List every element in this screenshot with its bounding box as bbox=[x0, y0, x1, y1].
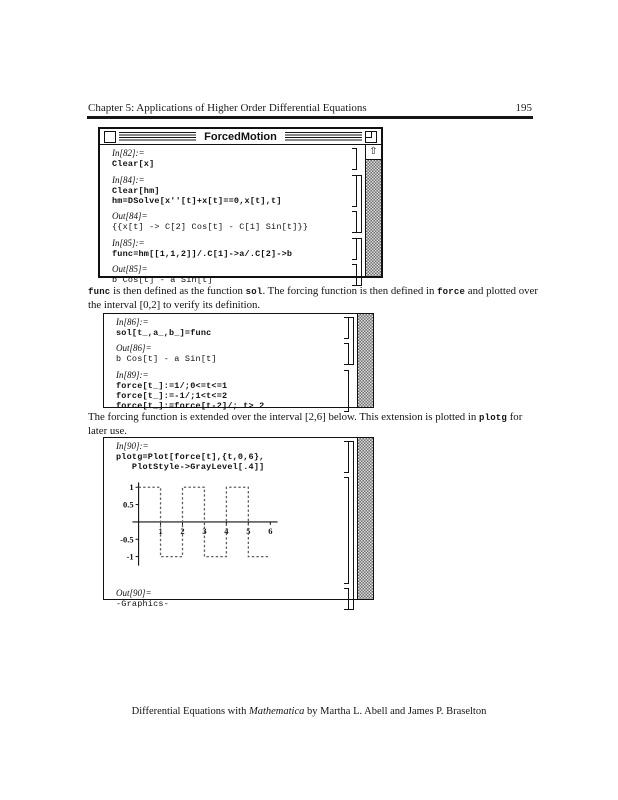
cell-in90[interactable] bbox=[104, 439, 349, 475]
cell-group bbox=[100, 146, 365, 172]
paragraph-text: and plotted over the interval [0,2] to verify its definition. bbox=[88, 285, 538, 311]
output-line: b Cos[t] - a Sin[t] bbox=[116, 354, 217, 364]
titlebar-stripes bbox=[119, 132, 196, 141]
cell-plot-output bbox=[104, 475, 349, 586]
output-line: b Cos[t] - a Sin[t] bbox=[112, 275, 213, 285]
cell-out90[interactable] bbox=[104, 586, 349, 612]
paragraph-text: is then defined as the function bbox=[110, 285, 246, 297]
paragraph-text: for later use. bbox=[88, 411, 523, 437]
close-box-icon[interactable] bbox=[104, 131, 116, 143]
cell-label: In[90]:= bbox=[116, 441, 149, 451]
notebook-cells bbox=[100, 145, 365, 285]
header-rule bbox=[87, 116, 533, 119]
cell-label: In[86]:= bbox=[116, 317, 149, 327]
paragraph-text: . The forcing function is then defined in bbox=[262, 285, 438, 297]
chapter-title: Chapter 5: Applications of Higher Order Differential Equations bbox=[88, 102, 367, 114]
footer-text: Differential Equations with bbox=[131, 706, 249, 717]
cell-label: In[89]:= bbox=[116, 370, 149, 380]
cell-group bbox=[104, 315, 357, 367]
svg-text:-0.5: -0.5 bbox=[120, 534, 134, 545]
cell-group bbox=[100, 173, 365, 235]
cell-label: Out[84]= bbox=[112, 211, 148, 221]
body-paragraph-1 bbox=[88, 285, 541, 312]
cell-group bbox=[100, 236, 365, 288]
titlebar-stripes bbox=[285, 132, 362, 141]
cell-in89[interactable] bbox=[104, 368, 349, 414]
zoom-box-icon[interactable] bbox=[365, 131, 377, 143]
notebook-cells bbox=[104, 438, 357, 609]
code-line: Clear[hm] bbox=[112, 186, 160, 196]
svg-text:5: 5 bbox=[246, 525, 251, 536]
page-number: 195 bbox=[515, 102, 532, 114]
inline-code: plotg bbox=[479, 413, 508, 423]
inline-code: force bbox=[437, 287, 466, 297]
svg-text:1: 1 bbox=[129, 482, 134, 493]
cell-in86[interactable] bbox=[104, 315, 349, 341]
window-title: ForcedMotion bbox=[204, 130, 277, 143]
inline-code: sol bbox=[245, 287, 263, 297]
cell-label: Out[85]= bbox=[112, 264, 148, 274]
code-line: PlotStyle->GrayLevel[.4]] bbox=[116, 462, 265, 472]
code-line: sol[t_,a_,b_]=func bbox=[116, 328, 212, 338]
vertical-scrollbar[interactable] bbox=[357, 438, 373, 599]
window-body bbox=[100, 145, 381, 285]
page-header bbox=[88, 102, 532, 114]
cell-label: In[82]:= bbox=[112, 148, 145, 158]
svg-text:1: 1 bbox=[158, 525, 163, 536]
cell-in82[interactable] bbox=[100, 146, 357, 172]
cell-in84[interactable] bbox=[100, 173, 357, 209]
scrollbar-track[interactable] bbox=[358, 438, 373, 599]
window-body bbox=[104, 314, 373, 411]
cell-group bbox=[104, 439, 357, 612]
forcedmotion-window-fragment-2 bbox=[103, 313, 374, 411]
window-titlebar[interactable] bbox=[100, 129, 381, 145]
svg-text:-1: -1 bbox=[126, 551, 134, 562]
footer-book-title: Mathematica bbox=[248, 706, 305, 717]
cell-group bbox=[104, 368, 357, 414]
cell-in85[interactable] bbox=[100, 236, 357, 262]
window-body bbox=[104, 438, 373, 609]
scrollbar-track[interactable] bbox=[366, 160, 381, 276]
code-line: Clear[x] bbox=[112, 159, 155, 169]
svg-text:2: 2 bbox=[180, 525, 185, 536]
code-line: force[t_]:=-1/;1<t<=2 bbox=[116, 391, 228, 401]
cell-out84[interactable] bbox=[100, 209, 357, 235]
group-bracket[interactable] bbox=[357, 175, 362, 233]
scrollbar-track[interactable] bbox=[358, 314, 373, 407]
code-line: plotg=Plot[force[t],{t,0,6}, bbox=[116, 452, 265, 462]
cell-label: Out[90]= bbox=[116, 588, 152, 598]
force-plot-svg bbox=[108, 477, 284, 581]
cell-out86[interactable] bbox=[104, 341, 349, 367]
group-bracket[interactable] bbox=[357, 238, 362, 286]
book-footer bbox=[0, 706, 618, 717]
svg-text:4: 4 bbox=[224, 525, 229, 536]
output-line: {{x[t] -> C[2] Cos[t] - C[1] Sin[t]}} bbox=[112, 222, 309, 232]
inline-code: func bbox=[88, 287, 111, 297]
cell-label: In[85]:= bbox=[112, 238, 145, 248]
vertical-scrollbar[interactable] bbox=[365, 145, 381, 276]
svg-text:6: 6 bbox=[268, 525, 273, 536]
paragraph-text: The forcing function is extended over the interval [2,6] below. This extension is plotted in bbox=[88, 411, 479, 423]
vertical-scrollbar[interactable] bbox=[357, 314, 373, 407]
code-line: func=hm[[1,1,2]]/.C[1]->a/.C[2]->b bbox=[112, 249, 293, 259]
cell-label: Out[86]= bbox=[116, 343, 152, 353]
group-bracket[interactable] bbox=[349, 441, 354, 610]
cell-label: In[84]:= bbox=[112, 175, 145, 185]
svg-text:0.5: 0.5 bbox=[122, 499, 134, 510]
footer-text: by Martha L. Abell and James P. Braselton bbox=[304, 706, 487, 717]
svg-text:3: 3 bbox=[202, 525, 207, 536]
group-bracket[interactable] bbox=[349, 317, 354, 365]
code-line: hm=DSolve[x''[t]+x[t]==0,x[t],t] bbox=[112, 196, 282, 206]
code-line: force[t_]:=1/;0<=t<=1 bbox=[116, 381, 228, 391]
forcedmotion-window bbox=[98, 127, 383, 285]
notebook-cells bbox=[104, 314, 357, 411]
output-line: -Graphics- bbox=[116, 599, 170, 609]
code-line: force[t_]:=force[t-2]/; t> 2 bbox=[116, 401, 265, 411]
forcedmotion-window-fragment-3 bbox=[103, 437, 374, 609]
body-paragraph-2 bbox=[88, 411, 541, 438]
scroll-up-arrow-icon[interactable]: ⇧ bbox=[366, 145, 381, 160]
